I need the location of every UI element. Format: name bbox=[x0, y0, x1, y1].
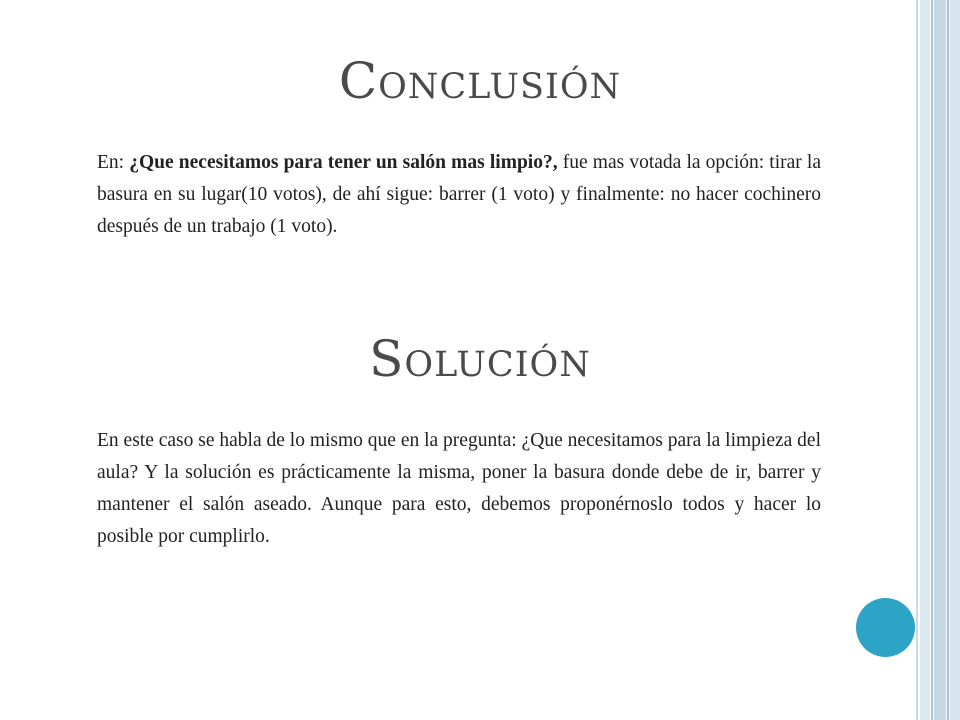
conclusion-intro: En: bbox=[97, 152, 130, 173]
conclusion-rest: fue mas votada la opción: tirar la basura en su lugar(10 votos), de ahí sigue: barrer (1 voto) y finalmente: no hacer cochinero después de un trabajo (1 voto). bbox=[97, 152, 821, 237]
solution-title: Solución bbox=[369, 330, 591, 388]
conclusion-paragraph bbox=[97, 147, 821, 243]
conclusion-question: ¿Que necesitamos para tener un salón mas limpio?, bbox=[129, 152, 558, 173]
decorative-circle bbox=[856, 598, 915, 657]
conclusion-title: Conclusión bbox=[338, 52, 622, 110]
solution-paragraph: En este caso se habla de lo mismo que en la pregunta: ¿Que necesitamos para la limpieza del aula? Y la solución es prácticamente la misma, poner la basura donde debe de ir, barrer y mantener el salón aseado. Aunque para esto, debemos proponérnoslo todos y hacer lo posible por cumplirlo. bbox=[97, 430, 821, 547]
